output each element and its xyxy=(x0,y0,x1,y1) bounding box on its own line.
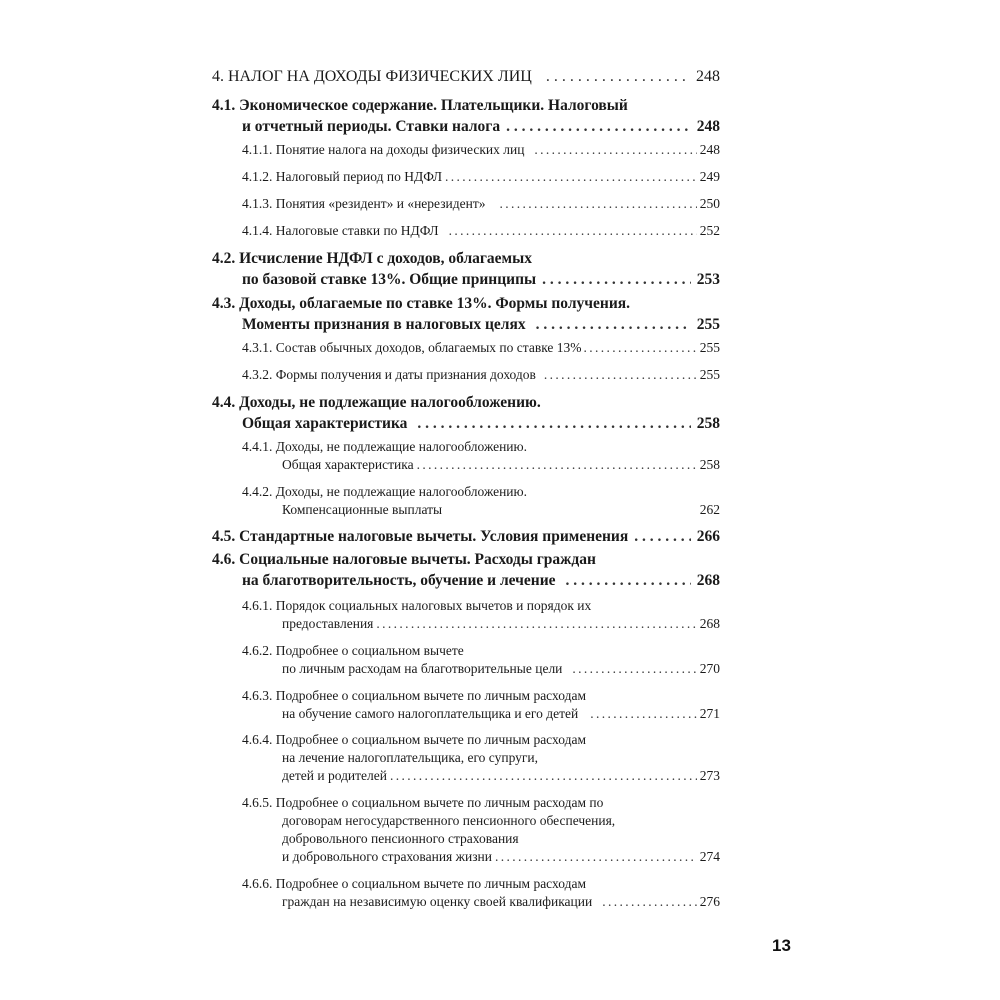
toc-section-4-3[interactable] xyxy=(242,316,720,334)
toc-page-number: 248 xyxy=(699,142,720,157)
toc-subsection-4-1-4[interactable] xyxy=(242,223,720,239)
toc-page-number: 262 xyxy=(699,502,720,517)
toc-page-number: 268 xyxy=(699,616,720,631)
toc-subsection-4-1-1[interactable] xyxy=(242,142,720,158)
toc-section-4-2[interactable] xyxy=(242,271,720,289)
toc-subsection-4-6-4[interactable] xyxy=(282,768,720,784)
toc-subsection-4-3-1[interactable] xyxy=(242,340,720,356)
toc-page-number: 258 xyxy=(696,415,720,432)
toc-subsection-4-6-6[interactable] xyxy=(282,894,720,910)
toc-page-number: 268 xyxy=(696,572,720,589)
toc-page-number: 248 xyxy=(696,68,720,85)
toc-subsection-4-6-5-line2[interactable]: договорам негосударственного пенсионного обеспечения, xyxy=(282,813,616,828)
toc-entry-title: и добровольного страхования жизни xyxy=(282,849,492,864)
toc-page-number: 266 xyxy=(696,528,720,545)
toc-section-4-5[interactable] xyxy=(212,528,720,546)
toc-page-number: 270 xyxy=(699,661,720,676)
toc-subsection-4-6-6-line1[interactable]: 4.6.6. Подробнее о социальном вычете по личным расходам xyxy=(242,876,586,891)
toc-subsection-4-6-5-line1[interactable]: 4.6.5. Подробнее о социальном вычете по личным расходам по xyxy=(242,795,604,810)
toc-subsection-4-6-4-line1[interactable]: 4.6.4. Подробнее о социальном вычете по личным расходам xyxy=(242,732,586,747)
dot-leader xyxy=(499,196,696,212)
toc-subsection-4-4-2[interactable] xyxy=(282,502,720,518)
toc-entry-title: детей и родителей xyxy=(282,768,388,783)
toc-subsection-4-4-1-line1[interactable]: 4.4.1. Доходы, не подлежащие налогообложению. xyxy=(242,439,527,454)
toc-entry-title: Общая характеристика xyxy=(282,457,414,472)
toc-section-4-1[interactable] xyxy=(242,118,720,136)
toc-entry-title: 4.3.1. Состав обычных доходов, облагаемых по ставке 13% xyxy=(242,340,582,355)
dot-leader xyxy=(572,661,696,677)
toc-entry-title: 4.1.4. Налоговые ставки по НДФЛ xyxy=(242,223,439,238)
toc-entry-title: предоставления xyxy=(282,616,374,631)
dot-leader xyxy=(566,572,691,590)
toc-entry-title: Моменты признания в налоговых целях xyxy=(242,316,526,333)
toc-entry-title: 4. НАЛОГ НА ДОХОДЫ ФИЗИЧЕСКИХ ЛИЦ xyxy=(212,68,532,85)
toc-subsection-4-1-3[interactable] xyxy=(242,196,720,212)
toc-page-number: 271 xyxy=(699,706,720,721)
page-number: 13 xyxy=(772,936,791,955)
toc-subsection-4-6-2-line1[interactable]: 4.6.2. Подробнее о социальном вычете xyxy=(242,643,464,658)
toc-section-4-4[interactable] xyxy=(242,415,720,433)
toc-page-number: 255 xyxy=(699,340,720,355)
toc-section-4-4-line1[interactable]: 4.4. Доходы, не подлежащие налогообложению. xyxy=(212,394,541,411)
toc-page-number: 276 xyxy=(699,894,720,909)
dot-leader xyxy=(449,223,697,239)
toc-page-number: 249 xyxy=(699,169,720,184)
dot-leader xyxy=(445,169,697,185)
toc-entry-title: 4.1.1. Понятие налога на доходы физических лиц xyxy=(242,142,525,157)
dot-leader xyxy=(590,706,697,722)
toc-subsection-4-6-2[interactable] xyxy=(282,661,720,677)
toc-page-number: 258 xyxy=(699,457,720,472)
toc-subsection-4-6-3-line1[interactable]: 4.6.3. Подробнее о социальном вычете по личным расходам xyxy=(242,688,586,703)
toc-page-number: 248 xyxy=(696,118,720,135)
toc-subsection-4-6-4-line2[interactable]: на лечение налогоплательщика, его супруги, xyxy=(282,750,539,765)
dot-leader xyxy=(506,118,691,136)
toc-entry-title: 4.1.2. Налоговый период по НДФЛ xyxy=(242,169,443,184)
toc-entry-title: 4.3.2. Формы получения и даты признания доходов xyxy=(242,367,536,382)
toc-subsection-4-6-1-line1[interactable]: 4.6.1. Порядок социальных налоговых вычетов и порядок их xyxy=(242,598,592,613)
toc-chapter-4[interactable] xyxy=(212,68,720,86)
dot-leader xyxy=(542,271,691,289)
dot-leader xyxy=(536,316,691,334)
toc-page-number: 250 xyxy=(699,196,720,211)
dot-leader xyxy=(544,367,697,383)
toc-page-number: 252 xyxy=(699,223,720,238)
toc-section-4-2-line1[interactable]: 4.2. Исчисление НДФЛ с доходов, облагаемых xyxy=(212,250,532,267)
toc-subsection-4-6-3[interactable] xyxy=(282,706,720,722)
toc-section-4-3-line1[interactable]: 4.3. Доходы, облагаемые по ставке 13%. Формы получения. xyxy=(212,295,631,312)
toc-entry-title: 4.1.3. Понятия «резидент» и «нерезидент» xyxy=(242,196,486,211)
dot-leader xyxy=(546,68,690,86)
toc-entry-title: Компенсационные выплаты xyxy=(282,502,443,517)
toc-entry-title: на благотворительность, обучение и лечение xyxy=(242,572,556,589)
toc-subsection-4-4-2-line1[interactable]: 4.4.2. Доходы, не подлежащие налогообложению. xyxy=(242,484,527,499)
toc-entry-title: и отчетный периоды. Ставки налога xyxy=(242,118,501,135)
toc-entry-title: по базовой ставке 13%. Общие принципы xyxy=(242,271,537,288)
toc-entry-title: на обучение самого налогоплательщика и его детей xyxy=(282,706,579,721)
toc-entry-title: Общая характеристика xyxy=(242,415,408,432)
toc-section-4-6[interactable] xyxy=(242,572,720,590)
dot-leader xyxy=(584,340,697,356)
dot-leader xyxy=(534,142,696,158)
toc-page-number: 253 xyxy=(696,271,720,288)
toc-page-number: 273 xyxy=(699,768,720,783)
toc-entry-title: по личным расходам на благотворительные цели xyxy=(282,661,563,676)
dot-leader xyxy=(417,415,690,433)
toc-subsection-4-4-1[interactable] xyxy=(282,457,720,473)
dot-leader xyxy=(602,894,697,910)
toc-subsection-4-6-5-line3[interactable]: добровольного пенсионного страхования xyxy=(282,831,519,846)
toc-section-4-6-line1[interactable]: 4.6. Социальные налоговые вычеты. Расходы граждан xyxy=(212,551,596,568)
dot-leader xyxy=(390,768,697,784)
toc-section-4-1-line1[interactable]: 4.1. Экономическое содержание. Плательщики. Налоговый xyxy=(212,97,628,114)
toc-page-number: 255 xyxy=(696,316,720,333)
dot-leader xyxy=(495,849,697,865)
toc-subsection-4-3-2[interactable] xyxy=(242,367,720,383)
dot-leader xyxy=(634,528,690,546)
toc-page-number: 274 xyxy=(699,849,720,864)
toc-subsection-4-6-1[interactable] xyxy=(282,616,720,632)
toc-page-number: 255 xyxy=(699,367,720,382)
dot-leader xyxy=(417,457,697,473)
dot-leader xyxy=(376,616,696,632)
toc-entry-title: 4.5. Стандартные налоговые вычеты. Условия применения xyxy=(212,528,629,545)
toc-subsection-4-6-5[interactable] xyxy=(282,849,720,865)
toc-entry-title: граждан на независимую оценку своей квалификации xyxy=(282,894,593,909)
toc-subsection-4-1-2[interactable] xyxy=(242,169,720,185)
